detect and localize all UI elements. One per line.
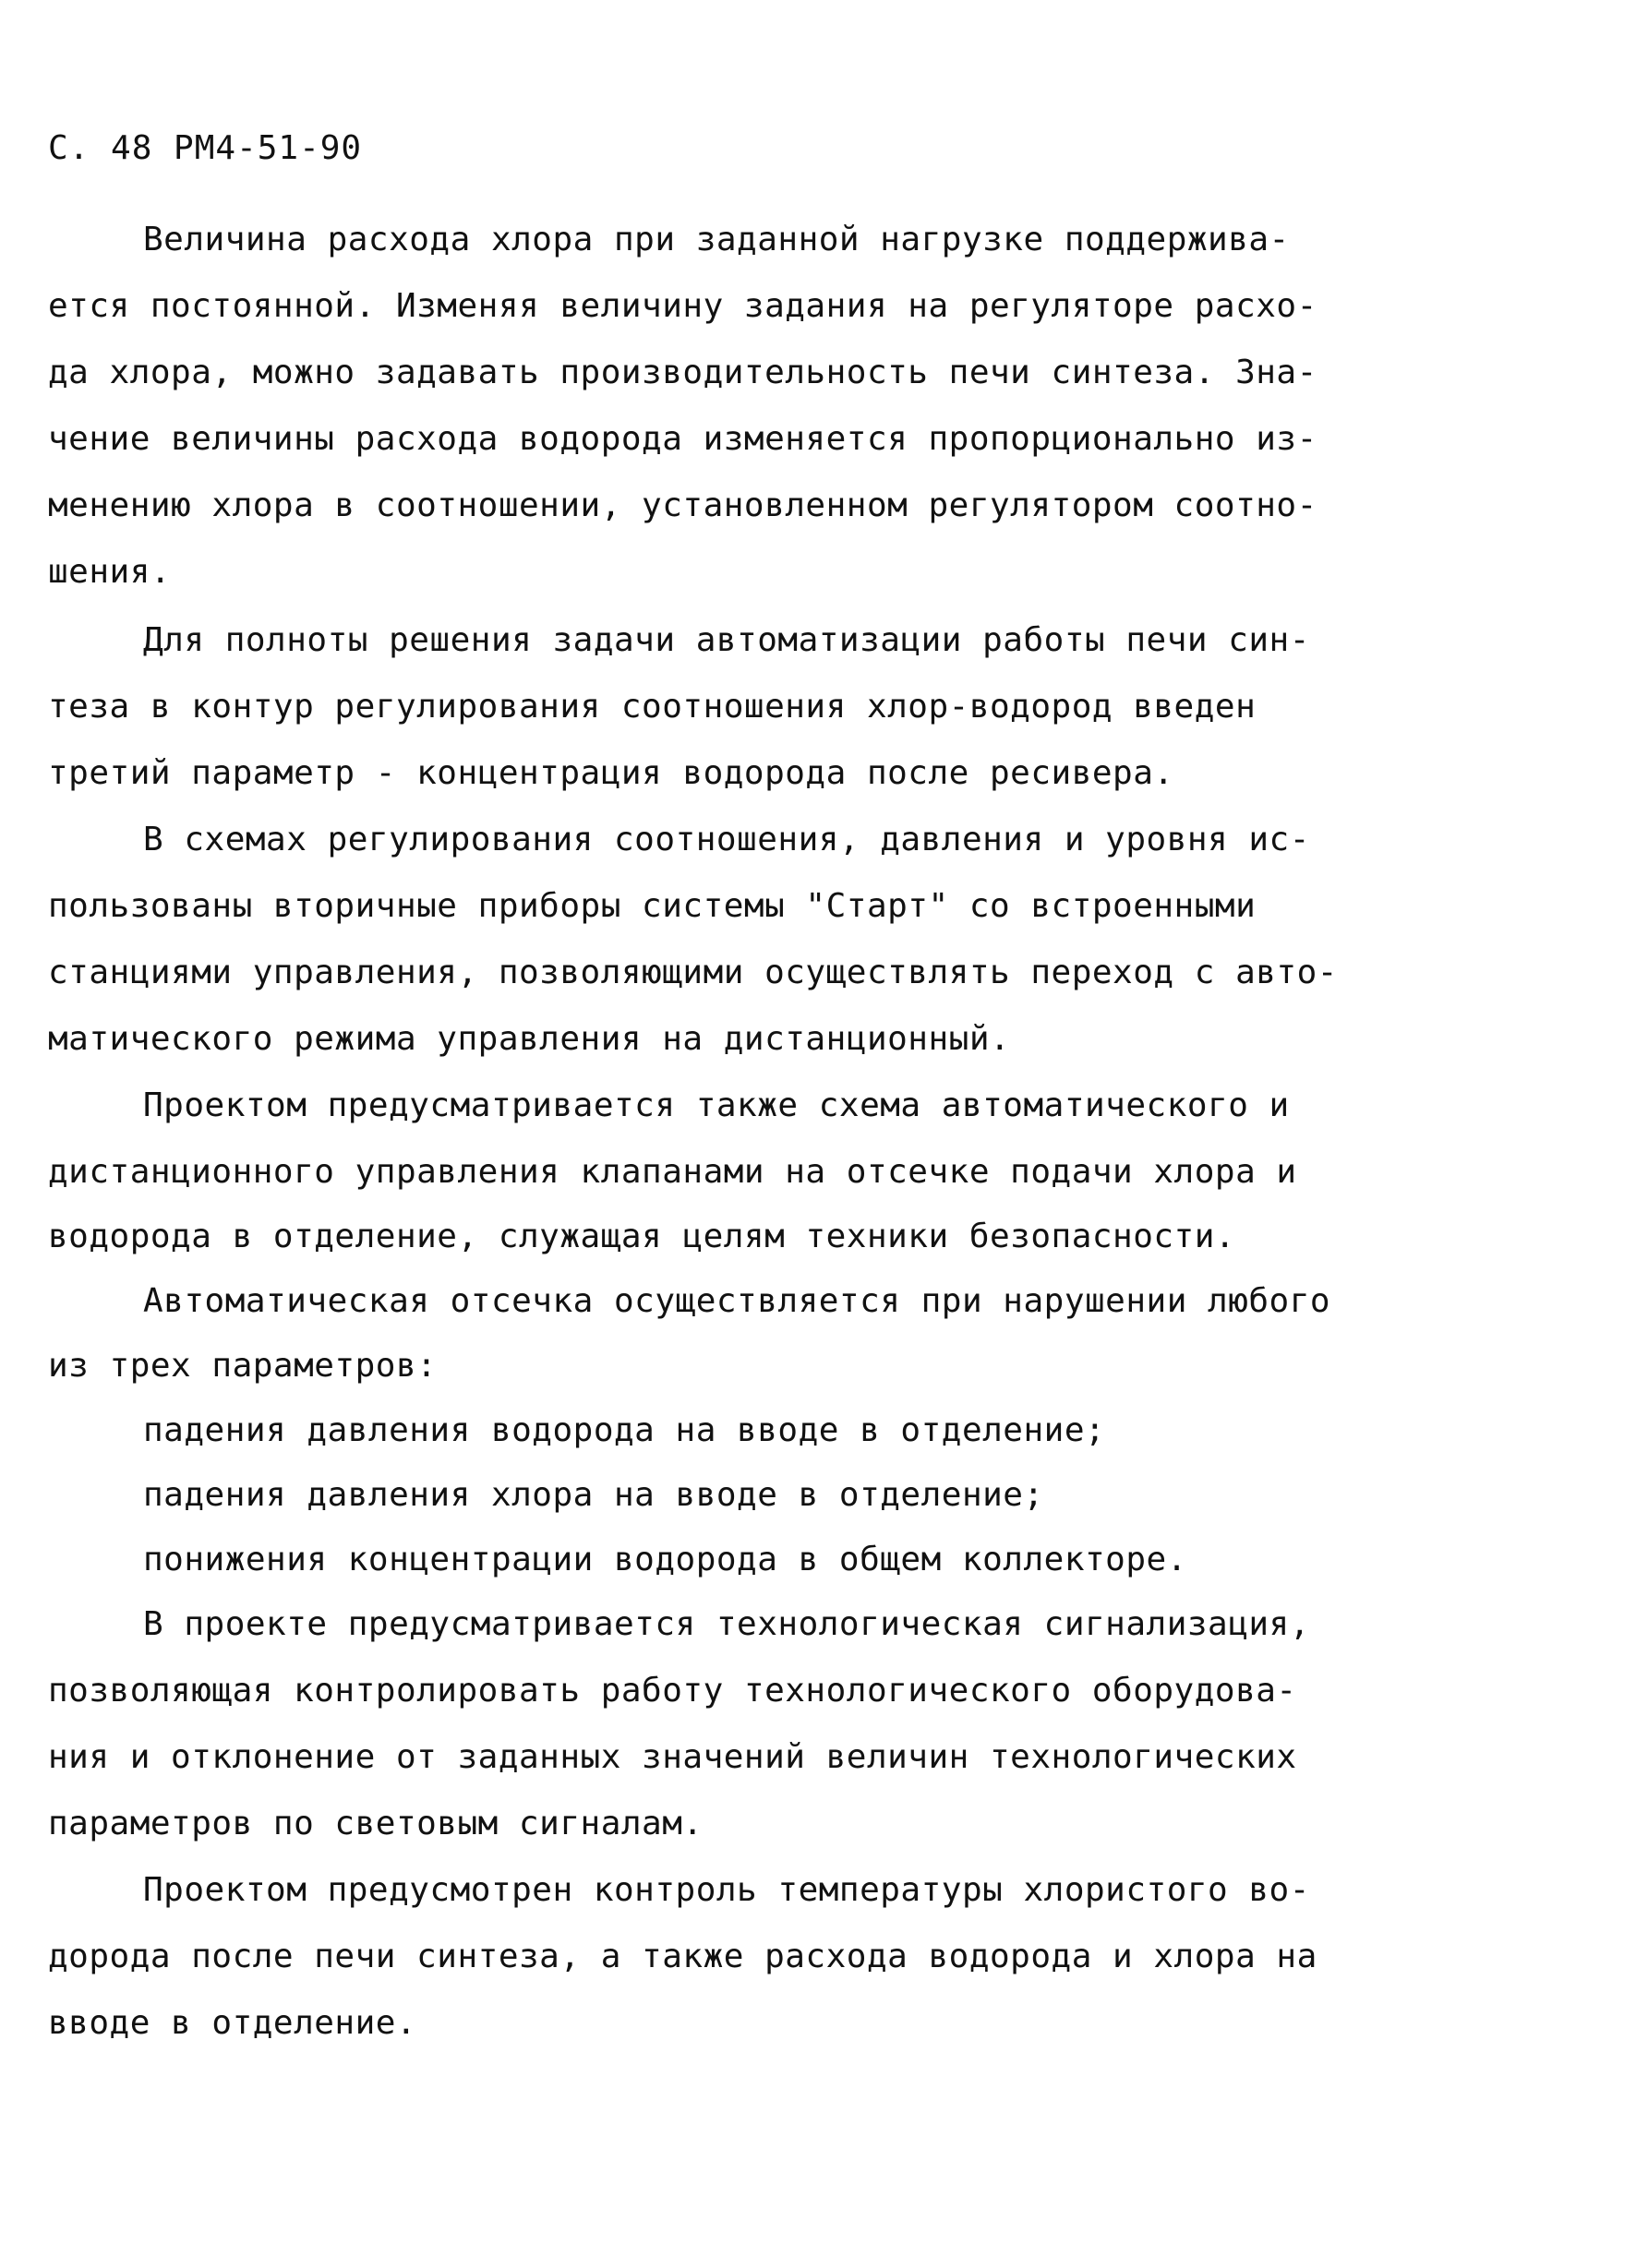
text-line: чение величины расхода водорода изменяется пропорционально из-: [48, 420, 1317, 458]
text-line: Проектом предусматривается также схема автоматического и: [143, 1086, 1290, 1124]
text-line: ния и отклонение от заданных значений величин технологических: [48, 1738, 1297, 1776]
text-line: водорода в отделение, служащая целям техники безопасности.: [48, 1218, 1236, 1255]
text-line: шения.: [48, 553, 172, 591]
text-line: В схемах регулирования соотношения, давления и уровня ис-: [143, 821, 1310, 858]
text-line: В проекте предусматривается технологическая сигнализация,: [143, 1605, 1310, 1643]
text-line: пользованы вторичные приборы системы "Старт" со встроенными: [48, 887, 1257, 925]
list-item: понижения концентрации водорода в общем коллекторе.: [143, 1541, 1187, 1578]
text-line: да хлора, можно задавать производительность печи синтеза. Зна-: [48, 354, 1317, 391]
text-line: дистанционного управления клапанами на отсечке подачи хлора и: [48, 1153, 1297, 1191]
list-item: падения давления хлора на вводе в отделение;: [143, 1476, 1044, 1514]
text-line: теза в контур регулирования соотношения хлор-водород введен: [48, 688, 1257, 726]
text-line: станциями управления, позволяющими осуществлять переход с авто-: [48, 954, 1338, 991]
text-line: позволяющая контролировать работу технологического оборудова-: [48, 1672, 1297, 1710]
text-line: Автоматическая отсечка осуществляется при нарушении любого: [143, 1282, 1331, 1320]
text-line: параметров по световым сигналам.: [48, 1805, 704, 1842]
text-line: вводе в отделение.: [48, 2004, 417, 2042]
text-line: Проектом предусмотрен контроль температуры хлористого во-: [143, 1871, 1310, 1909]
text-line: матического режима управления на дистанционный.: [48, 1020, 1011, 1058]
text-line: из трех параметров:: [48, 1347, 438, 1385]
text-line: Величина расхода хлора при заданной нагрузке поддержива-: [143, 221, 1290, 258]
text-line: дорода после печи синтеза, а также расхода водорода и хлора на: [48, 1938, 1317, 1975]
text-line: менению хлора в соотношении, установленном регулятором соотно-: [48, 486, 1317, 524]
text-line: Для полноты решения задачи автоматизации работы печи син-: [143, 621, 1310, 659]
page-header: С. 48 РМ4-51-90: [48, 129, 363, 167]
list-item: падения давления водорода на вводе в отделение;: [143, 1411, 1106, 1449]
text-line: третий параметр - концентрация водорода после ресивера.: [48, 754, 1174, 792]
text-line: ется постоянной. Изменяя величину задания на регуляторе расхо-: [48, 287, 1317, 325]
